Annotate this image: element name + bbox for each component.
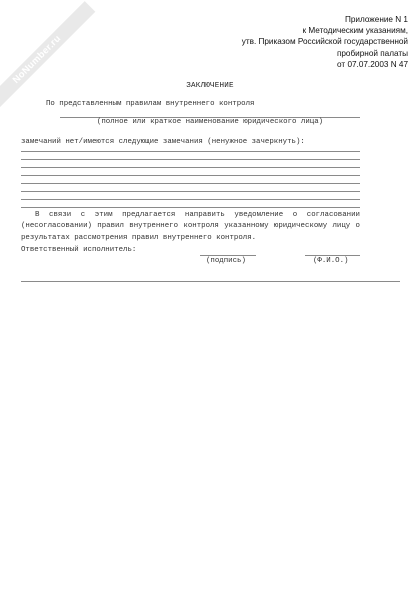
remark-line-3	[21, 167, 360, 168]
responsible-label: Ответственный исполнитель:	[21, 246, 137, 254]
approval-line-5: от 07.07.2003 N 47	[337, 59, 408, 69]
remark-line-5	[21, 183, 360, 184]
remark-line-7	[21, 199, 360, 200]
remark-line-4	[21, 175, 360, 176]
watermark-text: NoNumber.ru	[0, 1, 95, 118]
entity-name-caption: (полное или краткое наименование юридического лица)	[96, 118, 324, 126]
approval-block	[208, 14, 408, 70]
approval-line-2: к Методическим указаниям,	[302, 26, 408, 36]
remark-line-2	[21, 159, 360, 160]
fio-line	[305, 255, 360, 256]
remark-line-6	[21, 191, 360, 192]
remark-line-8	[21, 207, 360, 208]
approval-line-3: утв. Приказом Российской государственной	[241, 37, 408, 47]
remarks-text: замечаний нет/имеются следующие замечания (ненужное зачеркнуть):	[21, 138, 305, 146]
fio-caption: (Ф.И.О.)	[313, 257, 349, 265]
approval-line-4: пробирной палаты	[336, 48, 408, 58]
intro-text: По представленным правилам внутреннего контроля	[46, 100, 255, 108]
watermark-ribbon	[0, 0, 100, 130]
remark-line-1	[21, 151, 360, 152]
approval-line-1: Приложение N 1	[344, 15, 408, 24]
signature-line	[200, 255, 256, 256]
document-end-line	[21, 281, 400, 282]
signature-caption: (подпись)	[206, 257, 246, 265]
conclusion-paragraph: В связи с этим предлагается направить уведомление о согласовании (несогласовании) правил внутреннего контроля указанному юридическому лицу о результатах рассмотрения правил внутреннего контроля.	[21, 211, 360, 242]
document-title: ЗАКЛЮЧЕНИЕ	[186, 82, 234, 90]
